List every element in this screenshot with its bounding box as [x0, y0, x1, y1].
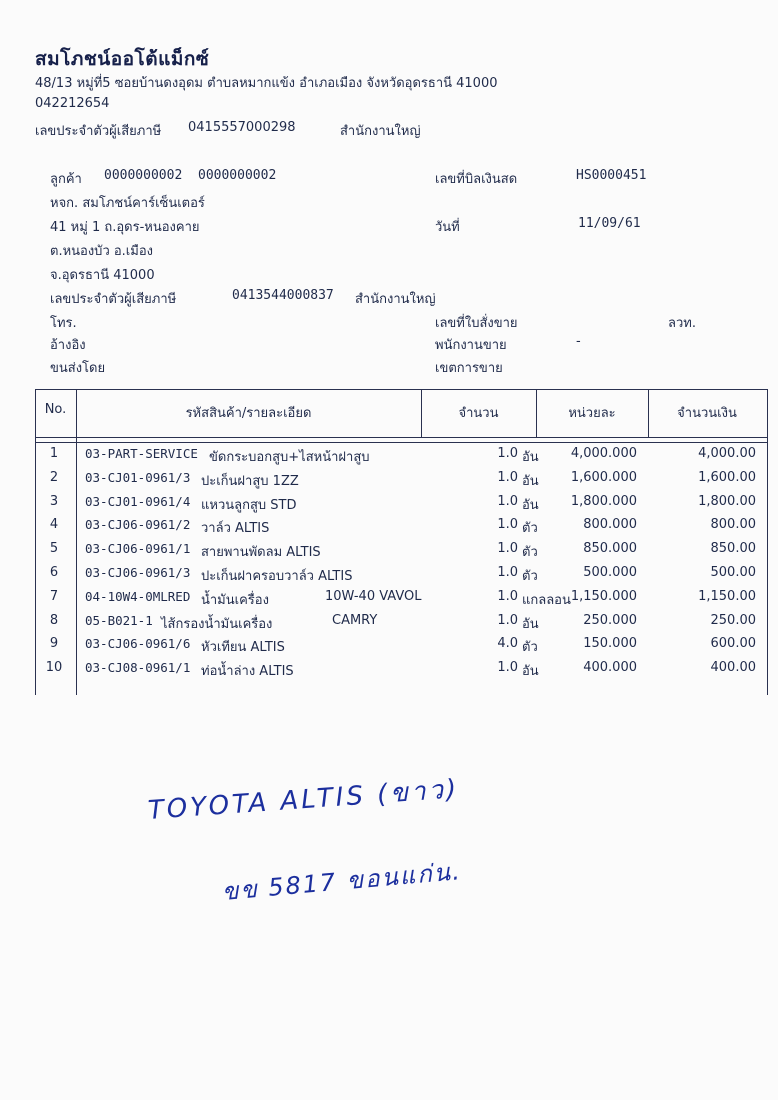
item-code: 05-B021-1	[85, 612, 153, 628]
row-number: 6	[49, 565, 59, 580]
bill-date: 11/09/61	[578, 216, 641, 231]
item-qty: 1.0	[497, 565, 518, 580]
row-number: 3	[49, 493, 59, 509]
item-description: ขัดกระบอกสูบ+ไสหน้าฝาสูบ	[209, 450, 370, 465]
table-row	[35, 517, 768, 541]
table-row	[35, 470, 768, 494]
item-amount: 800.00	[710, 517, 756, 533]
item-code: 03-CJ01-0961/3	[85, 469, 191, 485]
table-row	[35, 494, 768, 518]
item-description: ไส้กรองน้ำมันเครื่อง	[161, 616, 273, 632]
item-unit: ตัว	[522, 521, 538, 537]
item-description: วาล์ว ALTIS	[201, 521, 270, 537]
item-unit-price: 1,800.000	[570, 493, 637, 509]
table-header-separator-inner	[35, 442, 768, 443]
item-qty: 1.0	[497, 660, 518, 676]
row-number: 1	[49, 446, 59, 461]
customer-address-2: ต.หนองบัว อ.เมือง	[50, 244, 153, 259]
order-no-label: เลขที่ใบสั่งขาย	[435, 316, 518, 331]
bill-no: HS0000451	[576, 168, 647, 183]
table-row	[35, 565, 768, 589]
item-unit-price: 250.000	[583, 612, 637, 628]
item-code: 03-CJ08-0961/1	[85, 660, 191, 676]
row-number: 10	[45, 660, 63, 676]
item-qty: 1.0	[497, 517, 518, 533]
item-description: หัวเทียน ALTIS	[201, 640, 285, 656]
item-qty: 4.0	[497, 636, 518, 652]
item-extra: CAMRY	[332, 612, 378, 628]
table-row	[35, 613, 768, 637]
item-description: ท่อน้ำล่าง ALTIS	[201, 664, 294, 680]
seller-name: สมโภชน์ออโต้แม็กซ์	[35, 48, 210, 70]
item-description: แหวนลูกสูบ STD	[201, 497, 297, 513]
item-amount: 250.00	[710, 612, 756, 628]
item-amount: 500.00	[710, 565, 756, 580]
item-amount: 1,800.00	[698, 493, 756, 509]
item-code: 03-CJ01-0961/4	[85, 493, 191, 509]
row-number: 8	[49, 612, 59, 628]
item-amount: 850.00	[710, 541, 756, 557]
item-unit-price: 4,000.000	[570, 446, 637, 461]
header-no: No.	[44, 402, 67, 417]
header-amount: จำนวนเงิน	[677, 406, 737, 421]
seller-branch: สำนักงานใหญ่	[340, 124, 421, 139]
sales-area-label: เขตการขาย	[435, 361, 503, 376]
seller-tax-id-label: เลขประจำตัวผู้เสียภาษี	[35, 124, 162, 139]
header-qty: จำนวน	[458, 406, 499, 421]
item-unit-price: 800.000	[583, 517, 637, 533]
customer-phone-label: โทร.	[50, 316, 77, 331]
customer-label: ลูกค้า	[50, 172, 82, 187]
item-unit-price: 500.000	[583, 565, 637, 580]
item-description: ปะเก็นฝาสูบ 1ZZ	[201, 473, 299, 489]
item-extra: 10W-40 VAVOL	[325, 588, 422, 604]
item-amount: 1,150.00	[698, 588, 756, 604]
row-number: 4	[49, 517, 59, 533]
handwritten-plate: ขข 5817 ขอนแก่น.	[220, 857, 463, 906]
customer-branch: สำนักงานใหญ่	[355, 292, 436, 307]
table-row	[35, 446, 768, 470]
handwritten-vehicle: TOYOTA ALTIS (ขาว)	[146, 774, 461, 826]
salesperson-label: พนักงานขาย	[435, 338, 507, 353]
table-row	[35, 636, 768, 660]
item-unit: อัน	[522, 497, 539, 513]
item-unit-price: 150.000	[583, 636, 637, 652]
item-code: 03-CJ06-0961/2	[85, 517, 191, 533]
salesperson-value: -	[576, 334, 581, 349]
item-code: 04-10W4-0MLRED	[85, 588, 191, 604]
customer-code-2: 0000000002	[198, 168, 277, 183]
item-unit: ตัว	[522, 640, 538, 656]
seller-address: 48/13 หมู่ที่5 ซอยบ้านดงอุดม ตำบลหมากแข้ง อำเภอเมือง จังหวัดอุดรธานี 41000	[35, 76, 498, 91]
item-code: 03-CJ06-0961/1	[85, 541, 191, 557]
customer-code-1: 0000000002	[104, 168, 183, 183]
seller-phone: 042212654	[35, 96, 110, 111]
item-unit: แกลลอน	[522, 592, 571, 608]
item-qty: 1.0	[497, 612, 518, 628]
header-item: รหัสสินค้า/รายละเอียด	[185, 406, 312, 421]
item-amount: 4,000.00	[698, 446, 756, 461]
item-unit-price: 850.000	[583, 541, 637, 557]
item-unit: อัน	[522, 473, 539, 489]
table-row	[35, 541, 768, 565]
item-qty: 1.0	[497, 493, 518, 509]
bill-no-label: เลขที่บิลเงินสด	[435, 172, 518, 187]
item-qty: 1.0	[497, 446, 518, 461]
item-qty: 1.0	[497, 541, 518, 557]
item-unit: ตัว	[522, 545, 538, 561]
item-code: 03-CJ06-0961/6	[85, 636, 191, 652]
customer-tax-id-label: เลขประจำตัวผู้เสียภาษี	[50, 292, 177, 307]
row-number: 9	[49, 636, 59, 652]
order-suffix: ลวท.	[668, 316, 696, 331]
item-description: สายพานพัดลม ALTIS	[201, 545, 321, 561]
customer-name: หจก. สมโภชน์คาร์เซ็นเตอร์	[50, 196, 205, 211]
item-unit: อัน	[522, 664, 539, 680]
table-row	[35, 589, 768, 613]
item-code: 03-CJ06-0961/3	[85, 565, 191, 580]
table-row	[35, 660, 768, 684]
customer-tax-id: 0413544000837	[232, 288, 334, 303]
item-unit-price: 400.000	[583, 660, 637, 676]
item-description: น้ำมันเครื่อง	[201, 592, 269, 608]
customer-address-1: 41 หมู่ 1 ถ.อุดร-หนองคาย	[50, 220, 200, 235]
row-number: 2	[49, 469, 59, 485]
item-unit-price: 1,600.000	[570, 469, 637, 485]
item-unit-price: 1,150.000	[570, 588, 637, 604]
header-unit-price: หน่วยละ	[568, 406, 616, 421]
item-qty: 1.0	[497, 469, 518, 485]
item-code: 03-PART-SERVICE	[85, 446, 198, 461]
item-unit: อัน	[522, 450, 539, 465]
item-amount: 400.00	[710, 660, 756, 676]
row-number: 5	[49, 541, 59, 557]
item-unit: อัน	[522, 616, 539, 632]
customer-address-3: จ.อุดรธานี 41000	[50, 268, 155, 283]
item-qty: 1.0	[497, 588, 518, 604]
item-amount: 1,600.00	[698, 469, 756, 485]
seller-tax-id: 0415557000298	[188, 120, 296, 135]
reference-label: อ้างอิง	[50, 338, 86, 353]
date-label: วันที่	[435, 220, 460, 235]
table-header-separator	[35, 437, 768, 438]
item-description: ปะเก็นฝาครอบวาล์ว ALTIS	[201, 569, 353, 584]
item-amount: 600.00	[710, 636, 756, 652]
row-number: 7	[49, 588, 59, 604]
item-unit: ตัว	[522, 569, 538, 584]
shipped-by-label: ขนส่งโดย	[50, 361, 106, 376]
